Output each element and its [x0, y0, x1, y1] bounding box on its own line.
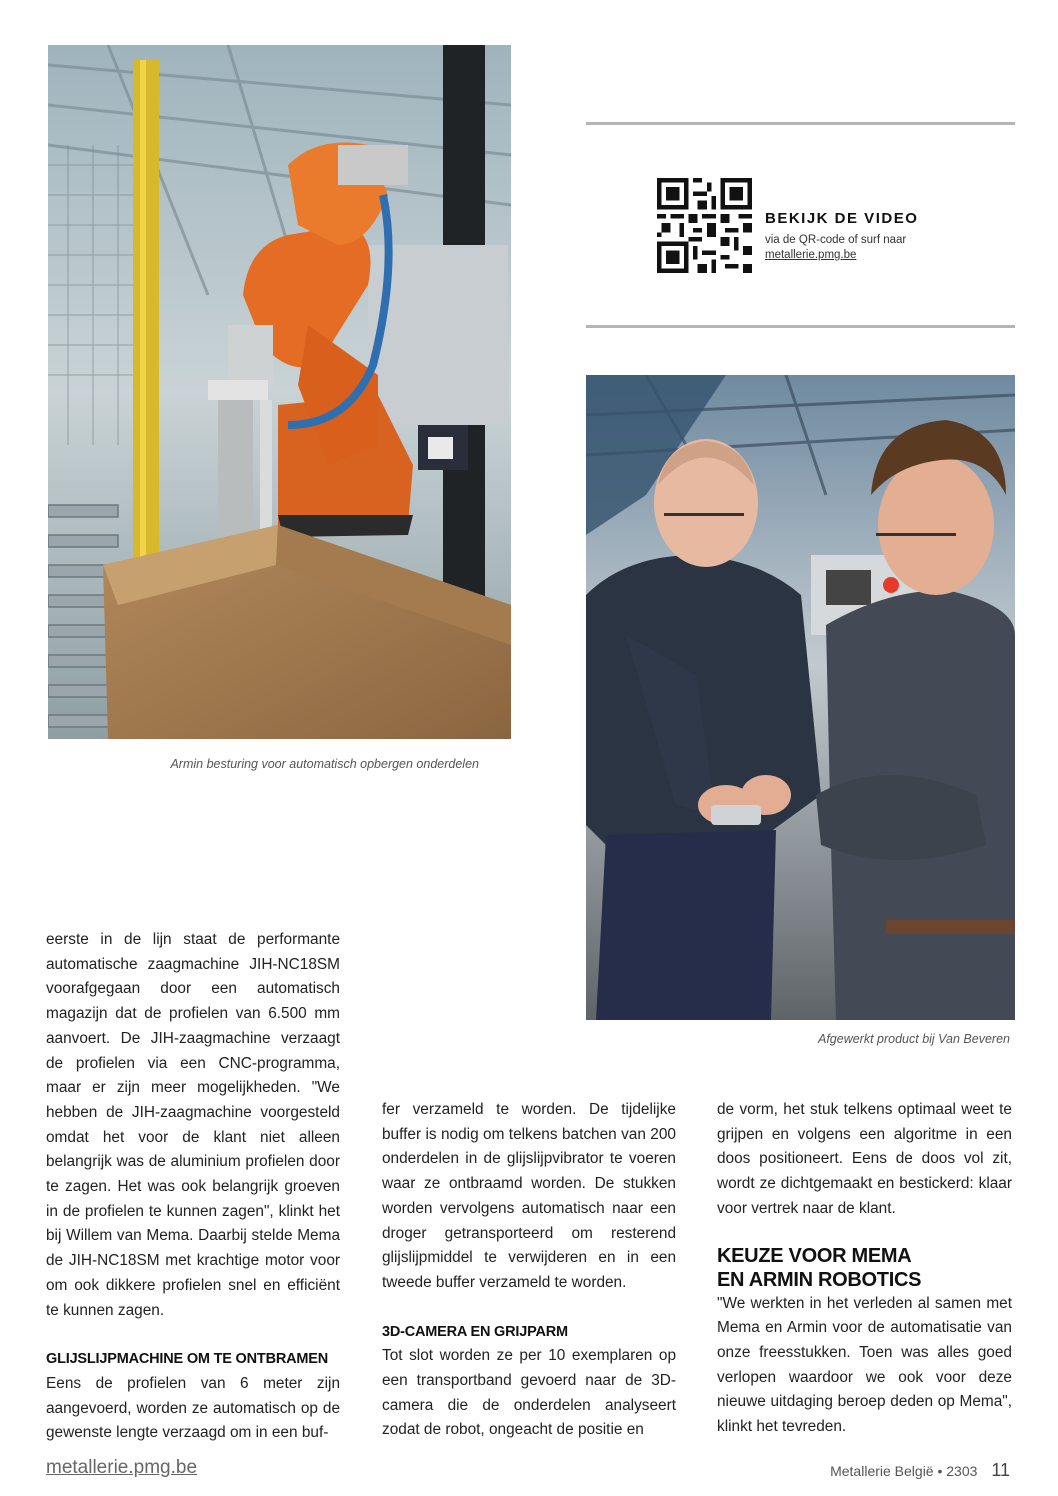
col3-heading-line-1: KEUZE VOOR MEMA — [717, 1244, 912, 1267]
photo1-caption: Armin besturing voor automatisch opbergen onderdelen — [170, 757, 479, 771]
qr-link[interactable]: metallerie.pmg.be — [765, 249, 857, 261]
page-number: 11 — [991, 1460, 1010, 1480]
col2-paragraph-2: Tot slot worden ze per 10 exemplaren op een transportband gevoerd naar de 3D-camera die de onderdelen analyseert zodat de robot, ongeacht de positie en — [382, 1347, 676, 1439]
qr-bottom-rule — [586, 325, 1015, 328]
robot-photo — [48, 45, 511, 739]
qr-title: BEKIJK DE VIDEO — [765, 210, 919, 227]
col3-paragraph-2: "We werkten in het verleden al samen met Mema en Armin voor de automatisatie van onze freesstukken. Toen was alles goed verlopen waardoor we ook voor deze nieuwe uitdaging beroep deden op Mema", klinkt het tevreden. — [717, 1294, 1012, 1436]
col1-paragraph-2: Eens de profielen van 6 meter zijn aangevoerd, worden ze automatisch op de gewenste lengte verzaagd om in een buf- — [46, 1374, 340, 1442]
robot-illustration — [48, 45, 511, 739]
text-column-3 — [717, 1098, 1012, 1440]
qr-instruction: via de QR-code of surf naar — [765, 234, 907, 246]
qr-top-rule — [586, 122, 1015, 125]
photo2-caption: Afgewerkt product bij Van Beveren — [817, 1032, 1010, 1046]
men-illustration — [586, 375, 1015, 1020]
col2-paragraph-1: fer verzameld te worden. De tijdelijke buffer is nodig om telkens batchen van 200 onderdelen in de glijslijpvibrator te voeren waar ze ontbraamd worden. De stukken worden vervolgens automatisch naar een droger getransporteerd om resterend glijslijpmiddel te verwijderen en in een tweede buffer verzameld te worden. — [382, 1101, 676, 1291]
col1-paragraph-1: eerste in de lijn staat de performante automatische zaagmachine JIH-NC18SM voorafgegaan door een automatisch magazijn dat de profielen van 6.500 mm aanvoert. De JIH-zaagmachine verzaagt de profielen via een CNC-programma, maar er zijn meer mogelijkheden. "We hebben de JIH-zaagmachine voorgesteld omdat het voor de klant niet alleen belangrijk was de aluminium profielen door te zagen. Het was ook belangrijk groeven in de profielen te kunnen zagen", klinkt het bij Willem van Mema. Daarbij stelde Mema de JIH-NC18SM met krachtige motor voor om ook dikkere profielen snel en efficiënt te kunnen zagen. — [46, 931, 340, 1319]
footer-magazine-info — [830, 1460, 1010, 1481]
col3-heading-line-2: EN ARMIN ROBOTICS — [717, 1268, 922, 1291]
text-column-1 — [46, 928, 340, 1446]
footer-magazine: Metallerie België • 2303 — [830, 1463, 978, 1479]
col3-paragraph-1: de vorm, het stuk telkens optimaal weet te grijpen en volgens een algoritme in een doos positioneert. Eens de doos vol zit, wordt ze dichtgemaakt en bestickerd: klaar voor vertrek naar de klant. — [717, 1101, 1012, 1217]
men-photo — [586, 375, 1015, 1020]
col1-heading: GLIJSLIJPMACHINE OM TE ONTBRAMEN — [46, 1351, 328, 1368]
text-column-2 — [382, 1098, 676, 1443]
footer-site-link[interactable]: metallerie.pmg.be — [46, 1457, 198, 1478]
qr-code-icon[interactable] — [657, 178, 752, 273]
col2-heading: 3D-CAMERA EN GRIJPARM — [382, 1323, 568, 1340]
